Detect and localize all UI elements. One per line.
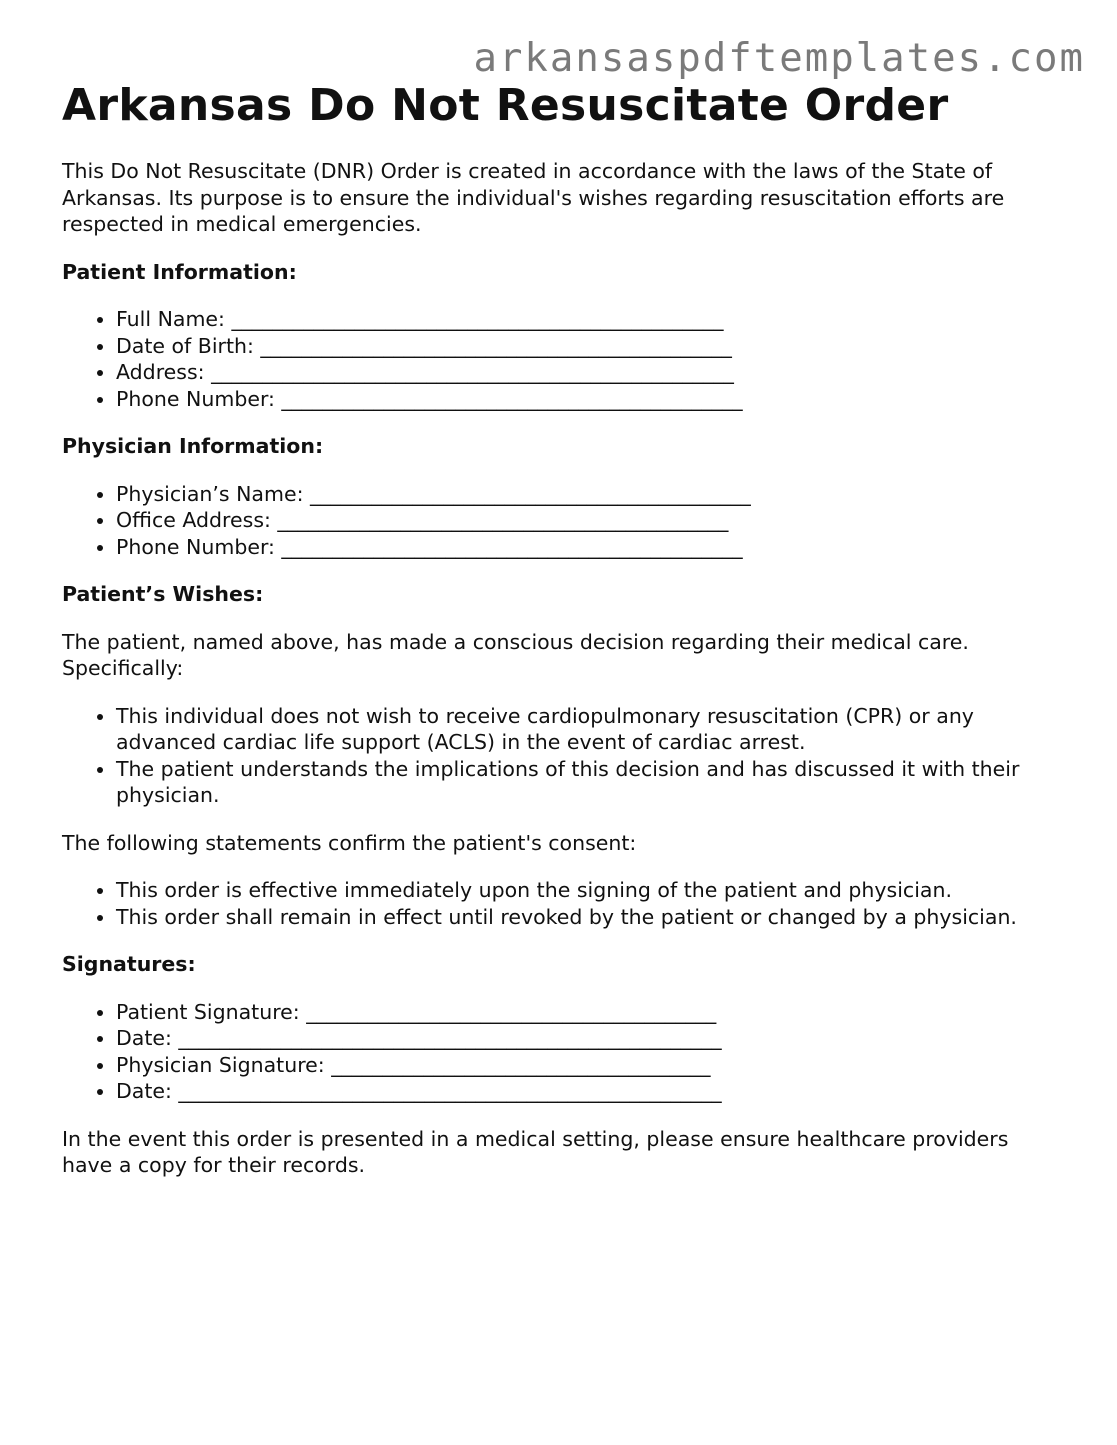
- physician-signature-field[interactable]: • Physician Signature: _____________________________________: [116, 1052, 1062, 1079]
- date-of-birth-field[interactable]: • Date of Birth: ______________________________________________: [116, 333, 1062, 360]
- address-field[interactable]: • Address: ___________________________________________________: [116, 359, 1062, 386]
- closing-paragraph: In the event this order is presented in a medical setting, please ensure healthcare providers have a copy for their records.: [62, 1126, 1009, 1177]
- patient-phone-field[interactable]: • Phone Number: _____________________________________________: [116, 386, 1062, 413]
- watermark: arkansaspdftemplates.com: [473, 36, 1085, 81]
- patient-info-heading: Patient Information:: [62, 259, 297, 284]
- document-page: [62, 78, 1062, 1200]
- physician-phone-field[interactable]: • Phone Number: _____________________________________________: [116, 534, 1062, 561]
- patient-date-field[interactable]: • Date: _____________________________________________________: [116, 1025, 1062, 1052]
- patient-signature-field[interactable]: • Patient Signature: ________________________________________: [116, 999, 1062, 1026]
- physician-date-field[interactable]: • Date: _____________________________________________________: [116, 1078, 1062, 1105]
- physician-name-field[interactable]: • Physician’s Name: ___________________________________________: [116, 481, 1062, 508]
- wishes-heading: Patient’s Wishes:: [62, 582, 264, 606]
- office-address-field[interactable]: • Office Address: ____________________________________________: [116, 507, 1062, 534]
- physician-info-list: [62, 481, 1062, 561]
- list-item: • The patient understands the implications of this decision and has discussed it with their physician.: [116, 756, 1062, 809]
- consent-list: [62, 877, 1062, 930]
- signatures-heading: Signatures:: [62, 952, 196, 976]
- wishes-intro: The patient, named above, has made a conscious decision regarding their medical care. Specifically:: [62, 629, 969, 680]
- page-title: Arkansas Do Not Resuscitate Order: [62, 80, 949, 131]
- intro-paragraph: This Do Not Resuscitate (DNR) Order is created in accordance with the laws of the State of Arkansas. Its purpose is to ensure the individual's wishes regarding resuscitation efforts are respected in medical emergencies.: [62, 159, 1005, 236]
- signatures-list: [62, 999, 1062, 1105]
- list-item: • This order is effective immediately upon the signing of the patient and physician.: [116, 877, 1062, 904]
- list-item: • This order shall remain in effect until revoked by the patient or changed by a physician.: [116, 904, 1062, 931]
- list-item: • This individual does not wish to receive cardiopulmonary resuscitation (CPR) or any advanced cardiac life support (ACLS) in the event of cardiac arrest.: [116, 703, 1062, 756]
- consent-intro: The following statements confirm the patient's consent:: [62, 830, 637, 855]
- patient-info-list: [62, 306, 1062, 412]
- physician-info-heading: Physician Information:: [62, 434, 324, 458]
- full-name-field[interactable]: • Full Name: ________________________________________________: [116, 306, 1062, 333]
- wishes-list: [62, 703, 1062, 809]
